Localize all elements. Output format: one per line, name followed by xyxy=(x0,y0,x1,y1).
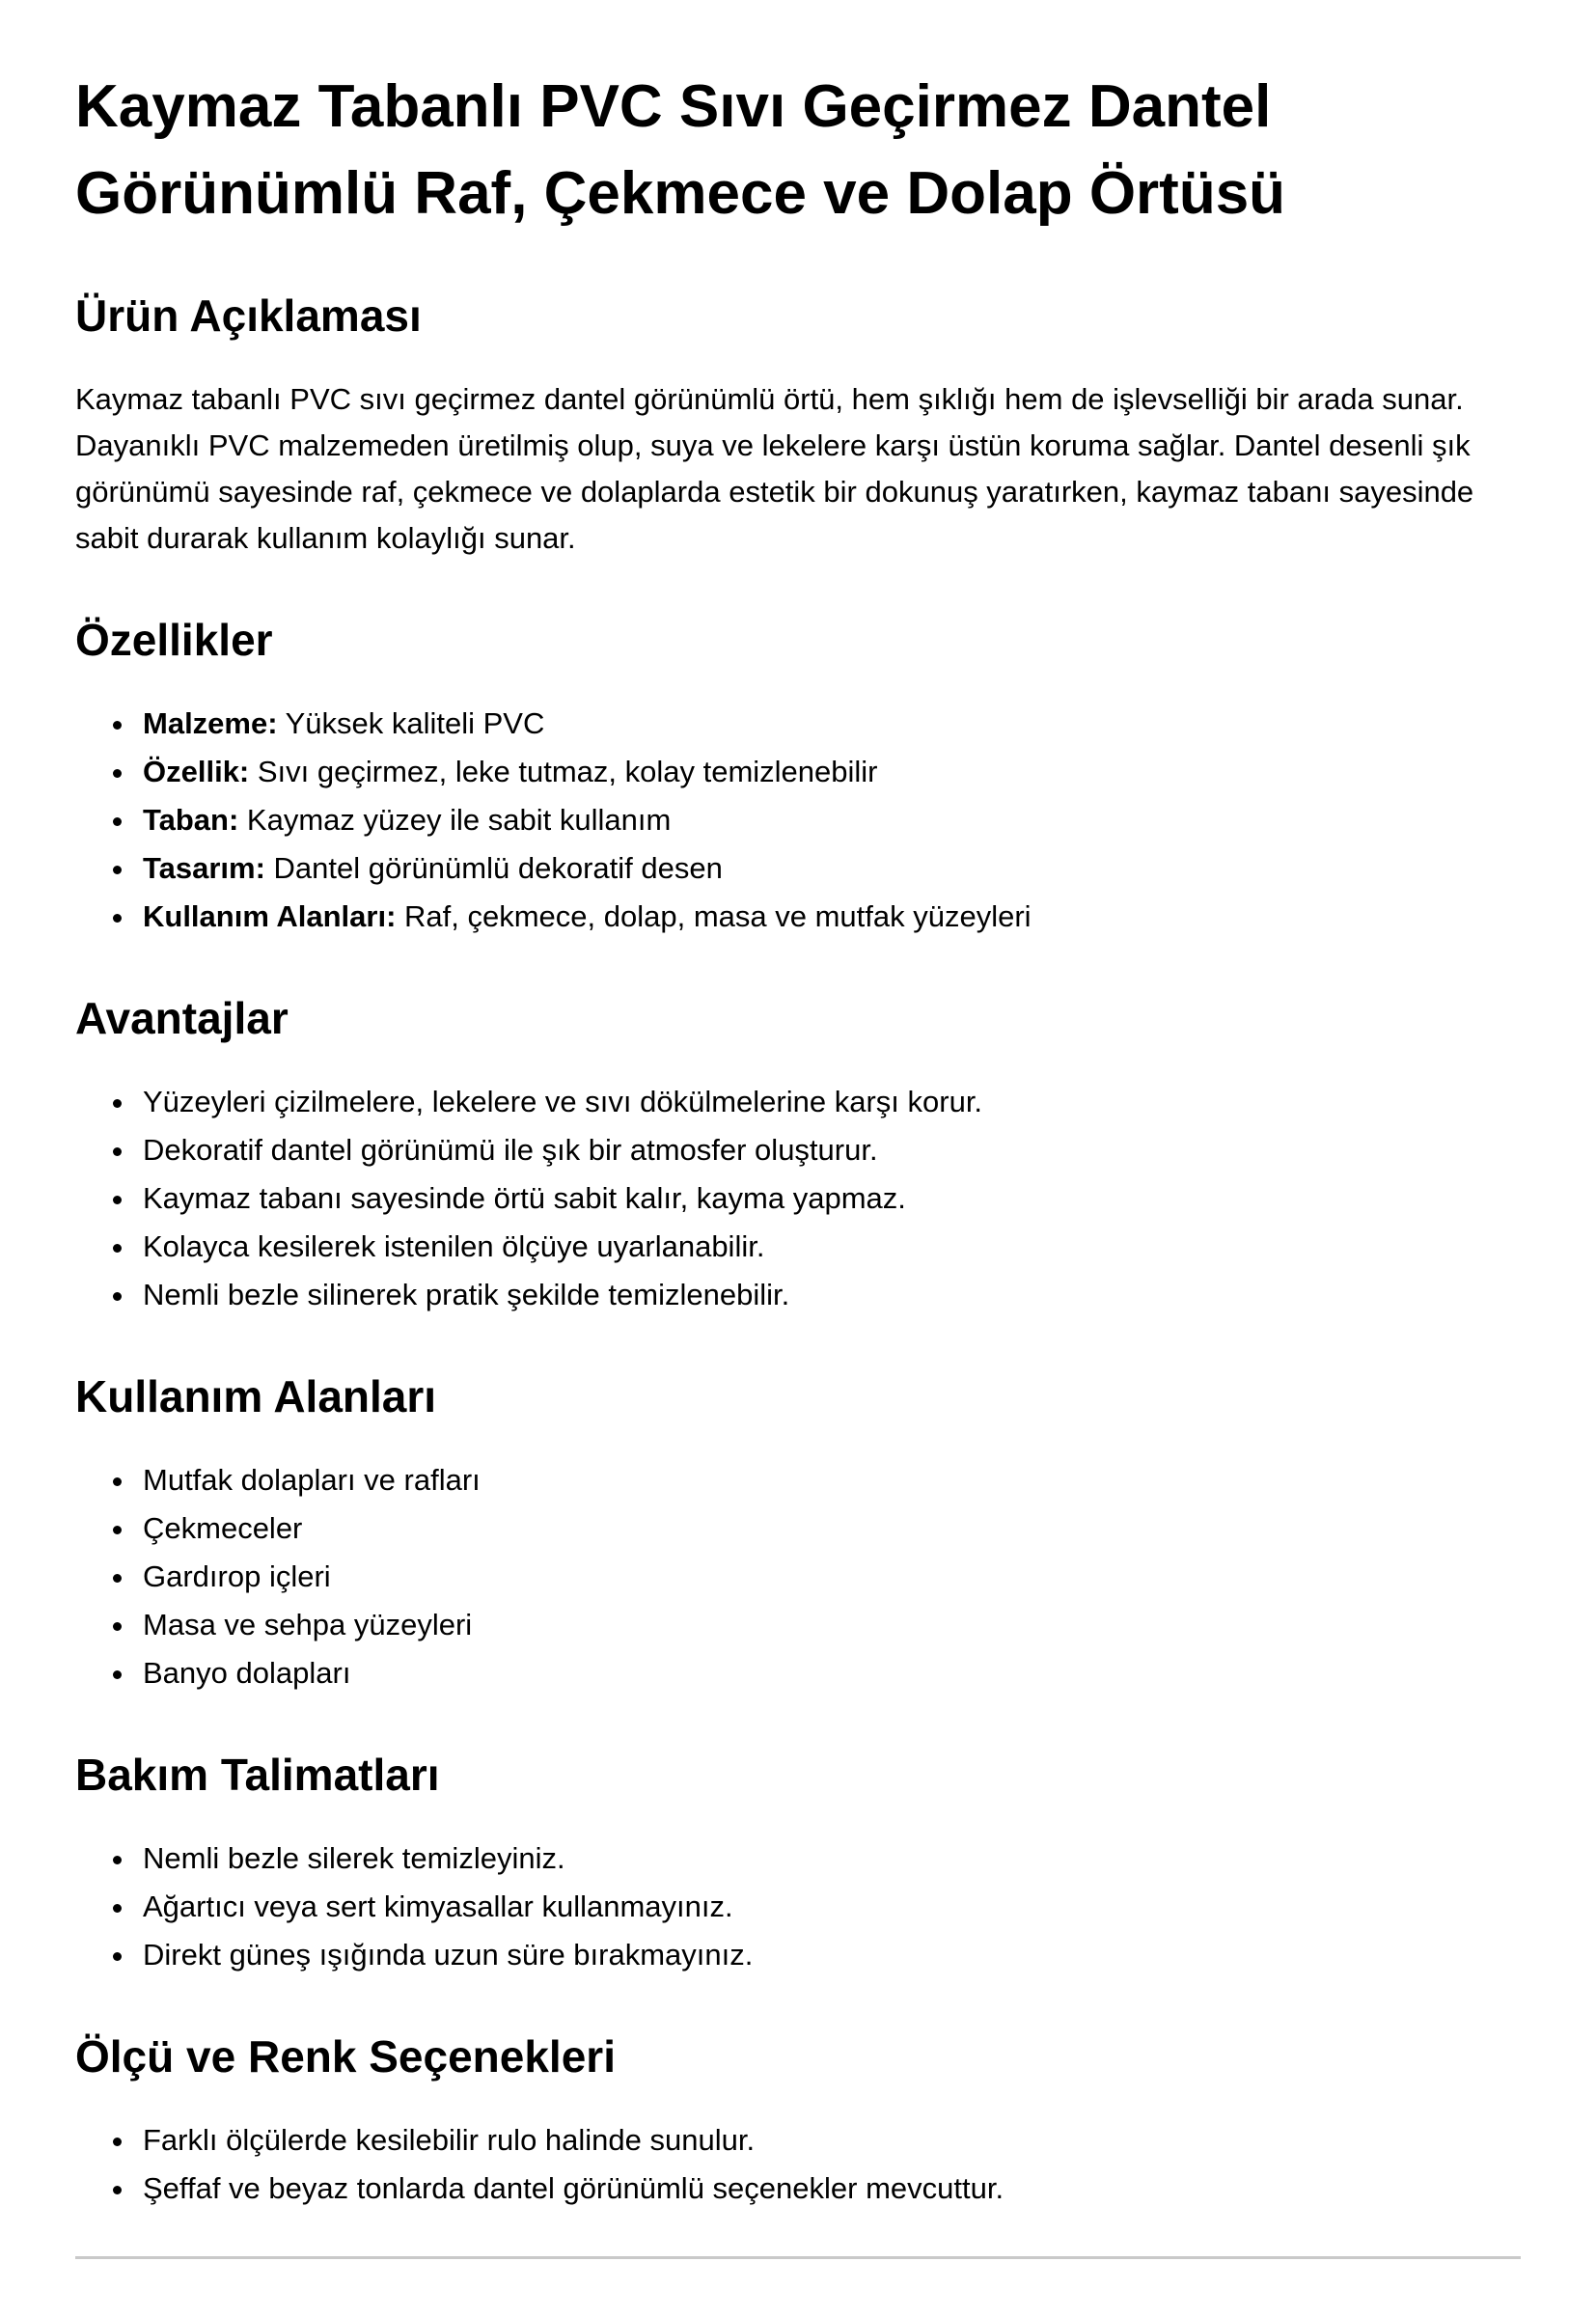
feature-text: Raf, çekmece, dolap, masa ve mutfak yüzeyleri xyxy=(396,898,1032,933)
size-color-options-list xyxy=(75,2117,1521,2212)
list-item xyxy=(137,845,1521,892)
care-instructions-list xyxy=(75,1835,1521,1978)
usage-areas-list xyxy=(75,1457,1521,1696)
feature-label: Malzeme: xyxy=(143,705,278,740)
list-item xyxy=(137,749,1521,795)
feature-text: Kaymaz yüzey ile sabit kullanım xyxy=(238,802,672,837)
list-item: • Kolayca kesilerek istenilen ölçüye uyarlanabilir. xyxy=(137,1224,1521,1270)
list-item xyxy=(137,894,1521,940)
list-item: • Banyo dolapları xyxy=(137,1650,1521,1696)
section-heading-care-instructions: Bakım Talimatları xyxy=(75,1749,440,1800)
list-item: • Mutfak dolapları ve rafları xyxy=(137,1457,1521,1503)
divider xyxy=(75,2256,1521,2259)
list-item xyxy=(137,701,1521,747)
list-item: • Direkt güneş ışığında uzun süre bırakmayınız. xyxy=(137,1932,1521,1978)
section-heading-features: Özellikler xyxy=(75,614,273,665)
features-list xyxy=(75,701,1521,940)
list-item: • Ağartıcı veya sert kimyasallar kullanmayınız. xyxy=(137,1884,1521,1930)
list-item xyxy=(137,797,1521,843)
list-item: • Kaymaz tabanı sayesinde örtü sabit kalır, kayma yapmaz. xyxy=(137,1175,1521,1222)
advantages-list xyxy=(75,1079,1521,1318)
list-item: • Şeffaf ve beyaz tonlarda dantel görünümlü seçenekler mevcuttur. xyxy=(137,2165,1521,2212)
section-heading-product-description: Ürün Açıklaması xyxy=(75,290,422,341)
product-description-paragraph: Kaymaz tabanlı PVC sıvı geçirmez dantel görünümlü örtü, hem şıklığı hem de işlevselliği bir arada sunar. Dayanıklı PVC malzemeden üretilmiş olup, suya ve lekelere karşı üstün koruma sağlar. Dantel desenli şık görünümü sayesinde raf, çekmece ve dolaplarda estetik bir dokunuş yaratırken, kaymaz tabanı sayesinde sabit durarak kullanım kolaylığı sunar. xyxy=(75,381,1474,555)
list-item: • Masa ve sehpa yüzeyleri xyxy=(137,1602,1521,1648)
list-item: • Yüzeyleri çizilmelere, lekelere ve sıvı dökülmelerine karşı korur. xyxy=(137,1079,1521,1125)
feature-label: Kullanım Alanları: xyxy=(143,898,397,933)
feature-label: Tasarım: xyxy=(143,850,265,885)
list-item: • Dekoratif dantel görünümü ile şık bir atmosfer oluşturur. xyxy=(137,1127,1521,1173)
list-item: • Gardırop içleri xyxy=(137,1554,1521,1600)
feature-label: Özellik: xyxy=(143,754,250,788)
list-item: • Nemli bezle silerek temizleyiniz. xyxy=(137,1835,1521,1882)
feature-text: Sıvı geçirmez, leke tutmaz, kolay temizlenebilir xyxy=(249,754,878,788)
page-title: Kaymaz Tabanlı PVC Sıvı Geçirmez Dantel Görünümlü Raf, Çekmece ve Dolap Örtüsü xyxy=(75,73,1286,227)
list-item: • Nemli bezle silinerek pratik şekilde temizlenebilir. xyxy=(137,1272,1521,1318)
list-item: • Çekmeceler xyxy=(137,1505,1521,1552)
feature-text: Yüksek kaliteli PVC xyxy=(277,705,545,740)
section-heading-advantages: Avantajlar xyxy=(75,992,289,1043)
feature-label: Taban: xyxy=(143,802,239,837)
section-heading-size-color-options: Ölçü ve Renk Seçenekleri xyxy=(75,2030,616,2082)
section-heading-usage-areas: Kullanım Alanları xyxy=(75,1370,437,1421)
list-item: • Farklı ölçülerde kesilebilir rulo halinde sunulur. xyxy=(137,2117,1521,2164)
feature-text: Dantel görünümlü dekoratif desen xyxy=(264,850,723,885)
